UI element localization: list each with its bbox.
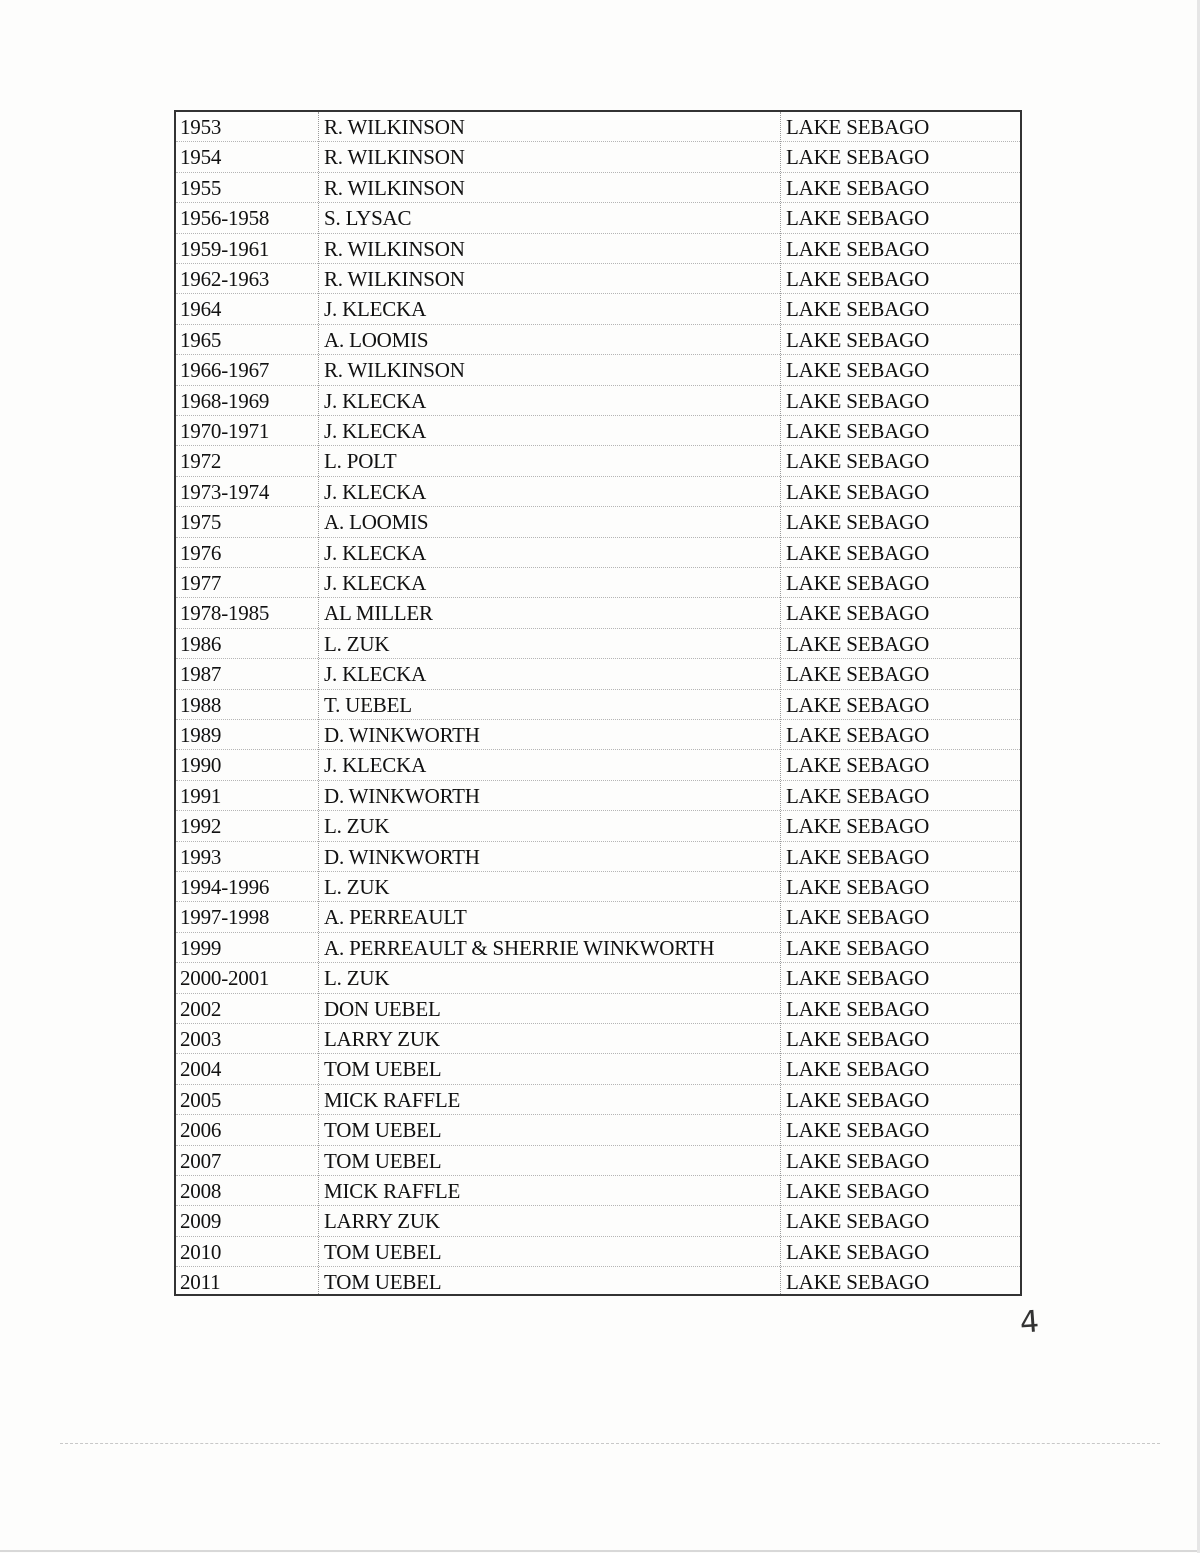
name-cell: L. ZUK [324, 814, 390, 839]
location-cell: LAKE SEBAGO [786, 267, 930, 291]
year-cell: 1988 [180, 692, 222, 717]
name-cell: R. WILKINSON [324, 115, 465, 139]
table-row [176, 325, 1020, 355]
year-cell: 1964 [180, 297, 222, 322]
year-cell: 1987 [180, 662, 222, 687]
year-cell: 1972 [180, 449, 222, 474]
name-cell: DON UEBEL [324, 996, 441, 1021]
year-cell: 1994-1996 [180, 875, 270, 899]
name-cell: L. ZUK [324, 631, 390, 656]
year-cell: 1975 [180, 510, 222, 535]
table-row [176, 598, 1020, 628]
year-cell: 1976 [180, 540, 222, 565]
table-row [176, 203, 1020, 233]
location-cell: LAKE SEBAGO [786, 449, 930, 474]
table-row [176, 902, 1020, 932]
name-cell: MICK RAFFLE [324, 1087, 461, 1112]
table-row [176, 264, 1020, 294]
year-cell: 1991 [180, 783, 222, 808]
table-row [176, 1176, 1020, 1206]
table-row [176, 477, 1020, 507]
table-row [176, 1085, 1020, 1115]
location-cell: LAKE SEBAGO [786, 935, 930, 960]
table-row [176, 842, 1020, 872]
table-row [176, 750, 1020, 780]
location-cell: LAKE SEBAGO [786, 844, 930, 869]
location-cell: LAKE SEBAGO [786, 510, 930, 535]
location-cell: LAKE SEBAGO [786, 996, 930, 1021]
name-cell: J. KLECKA [324, 479, 427, 504]
table-row [176, 294, 1020, 324]
scan-artifact-line [60, 1443, 1160, 1444]
name-cell: J. KLECKA [324, 662, 427, 687]
location-cell: LAKE SEBAGO [786, 1027, 930, 1051]
location-cell: LAKE SEBAGO [786, 631, 930, 656]
year-cell: 1989 [180, 723, 222, 747]
year-cell: 1973-1974 [180, 479, 270, 504]
year-cell: 2005 [180, 1087, 222, 1112]
table-row [176, 659, 1020, 689]
year-cell: 1978-1985 [180, 601, 270, 626]
results-table [174, 110, 1022, 1296]
year-cell: 1962-1963 [180, 267, 270, 291]
table-row [176, 112, 1020, 142]
name-cell: AL MILLER [324, 601, 433, 626]
location-cell: LAKE SEBAGO [786, 479, 930, 504]
year-cell: 1966-1967 [180, 358, 270, 383]
name-cell: D. WINKWORTH [324, 844, 480, 869]
table-row [176, 963, 1020, 993]
location-cell: LAKE SEBAGO [786, 1239, 930, 1264]
table-row [176, 1206, 1020, 1236]
table-row [176, 1267, 1020, 1297]
location-cell: LAKE SEBAGO [786, 601, 930, 626]
year-cell: 1959-1961 [180, 236, 270, 261]
location-cell: LAKE SEBAGO [786, 1087, 930, 1112]
location-cell: LAKE SEBAGO [786, 358, 930, 383]
year-cell: 1955 [180, 175, 222, 200]
name-cell: R. WILKINSON [324, 358, 465, 383]
table-row [176, 1054, 1020, 1084]
location-cell: LAKE SEBAGO [786, 327, 930, 352]
scan-bottom-edge [0, 1550, 1200, 1552]
location-cell: LAKE SEBAGO [786, 571, 930, 595]
name-cell: A. LOOMIS [324, 510, 429, 535]
year-cell: 1956-1958 [180, 206, 270, 231]
year-cell: 2008 [180, 1179, 222, 1203]
table-row [176, 781, 1020, 811]
year-cell: 1953 [180, 115, 222, 139]
name-cell: L. ZUK [324, 875, 390, 899]
location-cell: LAKE SEBAGO [786, 175, 930, 200]
table-row [176, 386, 1020, 416]
name-cell: J. KLECKA [324, 571, 427, 595]
name-cell: TOM UEBEL [324, 1148, 442, 1173]
name-cell: TOM UEBEL [324, 1118, 442, 1143]
location-cell: LAKE SEBAGO [786, 692, 930, 717]
location-cell: LAKE SEBAGO [786, 145, 930, 170]
year-cell: 2010 [180, 1239, 222, 1264]
name-cell: LARRY ZUK [324, 1209, 440, 1234]
location-cell: LAKE SEBAGO [786, 1209, 930, 1234]
table-row [176, 355, 1020, 385]
table-row [176, 173, 1020, 203]
location-cell: LAKE SEBAGO [786, 115, 930, 139]
location-cell: LAKE SEBAGO [786, 419, 930, 443]
location-cell: LAKE SEBAGO [786, 783, 930, 808]
table-row [176, 1024, 1020, 1054]
location-cell: LAKE SEBAGO [786, 966, 930, 991]
table-row [176, 629, 1020, 659]
location-cell: LAKE SEBAGO [786, 1270, 930, 1295]
year-cell: 2009 [180, 1209, 222, 1234]
year-cell: 1968-1969 [180, 388, 270, 413]
year-cell: 1997-1998 [180, 905, 270, 930]
table-row [176, 1237, 1020, 1267]
location-cell: LAKE SEBAGO [786, 1148, 930, 1173]
name-cell: D. WINKWORTH [324, 783, 480, 808]
table-row [176, 446, 1020, 476]
name-cell: S. LYSAC [324, 206, 412, 231]
name-cell: MICK RAFFLE [324, 1179, 461, 1203]
name-cell: J. KLECKA [324, 297, 427, 322]
name-cell: R. WILKINSON [324, 175, 465, 200]
year-cell: 1990 [180, 753, 222, 778]
page-number: 4 [1018, 1304, 1041, 1341]
name-cell: A. PERREAULT & SHERRIE WINKWORTH [324, 935, 715, 960]
name-cell: D. WINKWORTH [324, 723, 480, 747]
table-row [176, 234, 1020, 264]
name-cell: J. KLECKA [324, 419, 427, 443]
year-cell: 2003 [180, 1027, 222, 1051]
table-row [176, 811, 1020, 841]
year-cell: 1986 [180, 631, 222, 656]
location-cell: LAKE SEBAGO [786, 905, 930, 930]
year-cell: 1993 [180, 844, 222, 869]
name-cell: J. KLECKA [324, 753, 427, 778]
table-row [176, 994, 1020, 1024]
name-cell: TOM UEBEL [324, 1270, 442, 1295]
year-cell: 2011 [180, 1270, 221, 1295]
name-cell: L. POLT [324, 449, 397, 474]
name-cell: TOM UEBEL [324, 1057, 442, 1082]
table-row [176, 507, 1020, 537]
name-cell: TOM UEBEL [324, 1239, 442, 1264]
location-cell: LAKE SEBAGO [786, 206, 930, 231]
name-cell: T. UEBEL [324, 692, 412, 717]
year-cell: 2000-2001 [180, 966, 270, 991]
year-cell: 2007 [180, 1148, 222, 1173]
location-cell: LAKE SEBAGO [786, 814, 930, 839]
year-cell: 1992 [180, 814, 222, 839]
table-row [176, 538, 1020, 568]
year-cell: 1965 [180, 327, 222, 352]
location-cell: LAKE SEBAGO [786, 388, 930, 413]
name-cell: LARRY ZUK [324, 1027, 440, 1051]
location-cell: LAKE SEBAGO [786, 540, 930, 565]
year-cell: 1977 [180, 571, 222, 595]
table-row [176, 568, 1020, 598]
year-cell: 1954 [180, 145, 222, 170]
location-cell: LAKE SEBAGO [786, 1057, 930, 1082]
name-cell: R. WILKINSON [324, 145, 465, 170]
name-cell: R. WILKINSON [324, 267, 465, 291]
table-row [176, 142, 1020, 172]
name-cell: J. KLECKA [324, 540, 427, 565]
table-row [176, 416, 1020, 446]
name-cell: A. PERREAULT [324, 905, 467, 930]
table-row [176, 1146, 1020, 1176]
year-cell: 2006 [180, 1118, 222, 1143]
year-cell: 1970-1971 [180, 419, 270, 443]
name-cell: R. WILKINSON [324, 236, 465, 261]
table-row [176, 1115, 1020, 1145]
location-cell: LAKE SEBAGO [786, 662, 930, 687]
location-cell: LAKE SEBAGO [786, 1179, 930, 1203]
year-cell: 2002 [180, 996, 222, 1021]
table-row [176, 933, 1020, 963]
location-cell: LAKE SEBAGO [786, 723, 930, 747]
table-row [176, 690, 1020, 720]
year-cell: 2004 [180, 1057, 222, 1082]
location-cell: LAKE SEBAGO [786, 236, 930, 261]
location-cell: LAKE SEBAGO [786, 1118, 930, 1143]
location-cell: LAKE SEBAGO [786, 875, 930, 899]
name-cell: J. KLECKA [324, 388, 427, 413]
year-cell: 1999 [180, 935, 222, 960]
name-cell: A. LOOMIS [324, 327, 429, 352]
location-cell: LAKE SEBAGO [786, 297, 930, 322]
table-row [176, 720, 1020, 750]
name-cell: L. ZUK [324, 966, 390, 991]
table-row [176, 872, 1020, 902]
location-cell: LAKE SEBAGO [786, 753, 930, 778]
